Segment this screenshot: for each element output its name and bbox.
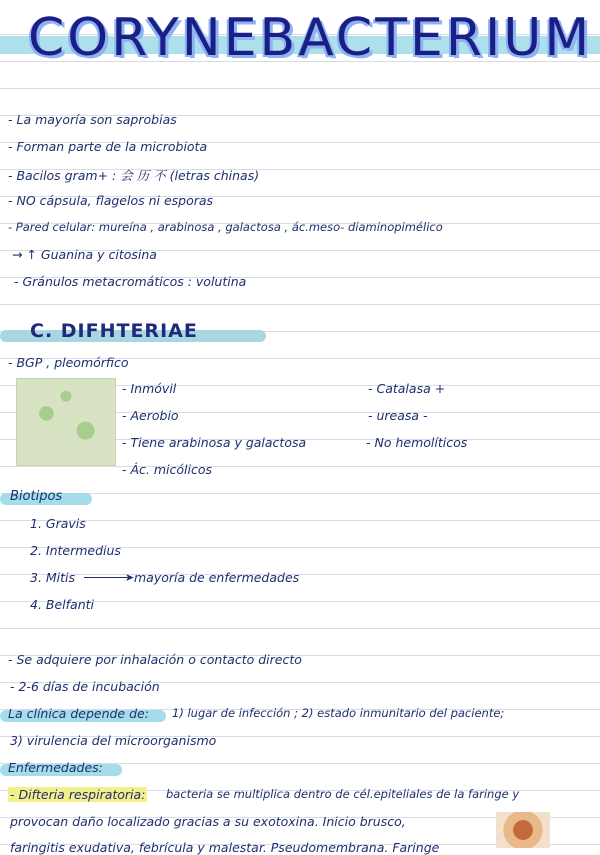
mitis-note: mayoría de enfermedades: [134, 570, 300, 585]
intro-line-7: - Gránulos metacromáticos : volutina: [14, 274, 247, 289]
biotipo-3: 3. Mitis: [30, 570, 76, 585]
difteria-text-2: provocan daño localizado gracias a su exotoxina. Inicio brusco,: [10, 814, 406, 829]
transmission-1: - Se adquiere por inhalación o contacto directo: [8, 652, 302, 667]
transmission-2: - 2-6 días de incubación: [10, 679, 160, 694]
page-title: CORYNEBACTERIUM: [28, 8, 593, 68]
intro-line-6: → ↑ Guanina y citosina: [12, 247, 157, 262]
feature-right-1: - Catalasa +: [368, 381, 446, 396]
feature-left-2: - Aerobio: [122, 408, 179, 423]
feature-left-4: - Ác. micólicos: [122, 462, 213, 477]
clinica-text: 1) lugar de infección ; 2) estado inmunitario del paciente;: [172, 706, 505, 720]
feature-right-2: - ureasa -: [368, 408, 428, 423]
difteria-label: - Difteria respiratoria:: [10, 787, 146, 802]
difteria-text-3: faringitis exudativa, febrícula y malestar. Pseudomembrana. Faringe: [10, 840, 440, 855]
microscope-image: [16, 378, 116, 466]
arrow-head-icon: ➤: [125, 571, 135, 584]
section-heading: C. DIFHTERIAE: [30, 320, 198, 342]
biotipo-2: 2. Intermedius: [30, 543, 121, 558]
biotipos-heading: Biotipos: [10, 489, 63, 504]
arrow-line: [84, 577, 128, 578]
difteria-text: bacteria se multiplica dentro de cél.epiteliales de la faringe y: [166, 787, 520, 801]
intro-line-4: - NO cápsula, flagelos ni esporas: [8, 193, 214, 208]
clinica-label: La clínica depende de:: [8, 706, 149, 721]
feature-right-3: - No hemolíticos: [366, 435, 468, 450]
clinica-text-2: 3) virulencia del microorganismo: [10, 733, 217, 748]
feature-left-3: - Tiene arabinosa y galactosa: [122, 435, 307, 450]
bgp-line: - BGP , pleomórfico: [8, 355, 129, 370]
throat-photo: [496, 812, 550, 848]
biotipo-1: 1. Gravis: [30, 516, 86, 531]
feature-left-1: - Inmóvil: [122, 381, 177, 396]
enfermedades-heading: Enfermedades:: [8, 760, 103, 775]
biotipo-4: 4. Belfanti: [30, 597, 94, 612]
intro-line-1: - La mayoría son saprobias: [8, 112, 177, 127]
intro-line-5: - Pared celular: mureína , arabinosa , galactosa , ác.meso- diaminopimélico: [8, 220, 443, 234]
intro-line-3: - Bacilos gram+ : 会 历 不 (letras chinas): [8, 168, 260, 183]
intro-line-2: - Forman parte de la microbiota: [8, 139, 208, 154]
